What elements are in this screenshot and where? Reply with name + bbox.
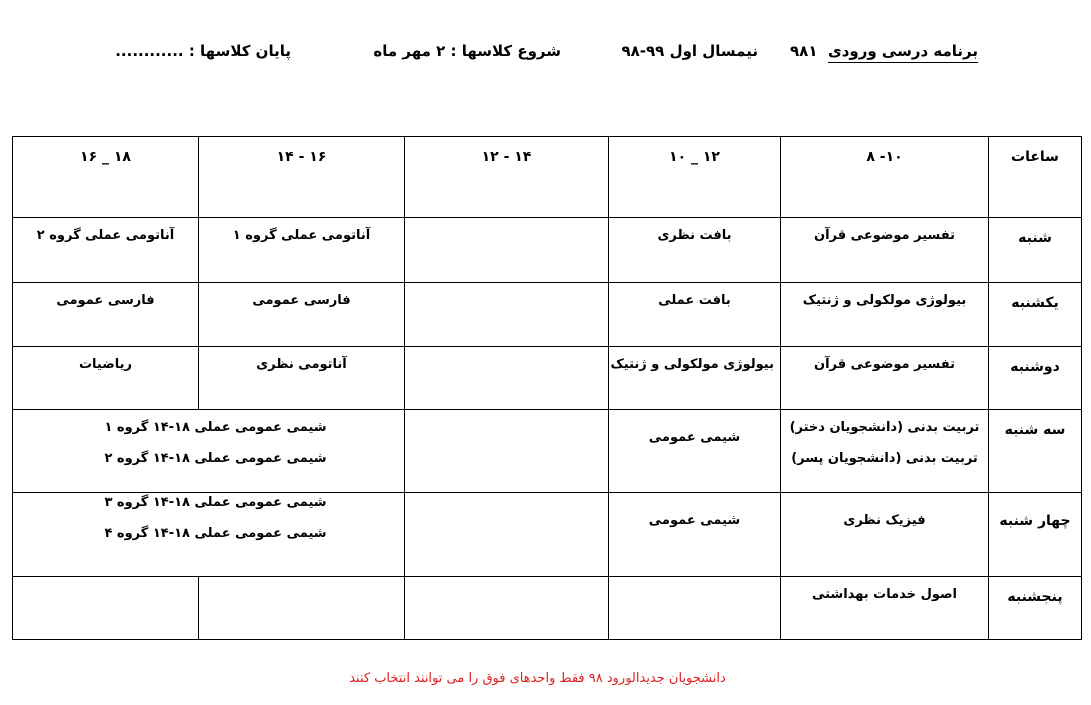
term-label: نیمسال اول ۹۹-۹۸ <box>621 42 758 60</box>
course-cell <box>405 577 609 640</box>
entry-code: ۹۸۱ <box>790 42 818 60</box>
course-line: تربیت بدنی (دانشجویان دختر) <box>789 420 980 435</box>
course-cell <box>405 410 609 493</box>
course-cell: تفسیر موضوعی قرآن <box>781 347 989 410</box>
course-cell: آناتومی عملی گروه ۱ <box>199 218 405 283</box>
title-text: برنامه درسی ورودی <box>828 42 978 63</box>
course-cell <box>199 577 405 640</box>
time-slot-header: ۱۶ - ۱۴ <box>199 137 405 218</box>
course-cell-merged <box>13 493 405 577</box>
course-cell: فارسی عمومی <box>13 283 199 347</box>
time-slot-header: ۱۴ - ۱۲ <box>405 137 609 218</box>
course-cell <box>13 577 199 640</box>
table-row <box>13 577 1082 640</box>
course-cell: ریاضیات <box>13 347 199 410</box>
course-line: شیمی عمومی عملی ۱۸-۱۴ گروه ۴ <box>104 526 327 541</box>
day-cell: شنبه <box>989 218 1082 283</box>
course-cell <box>405 283 609 347</box>
day-cell: چهار شنبه <box>989 493 1082 577</box>
course-cell: شیمی عمومی <box>609 410 781 493</box>
table-header-row <box>13 137 1082 218</box>
course-cell <box>781 410 989 493</box>
course-cell: شیمی عمومی <box>609 493 781 577</box>
course-line: تربیت بدنی (دانشجویان پسر) <box>791 451 978 466</box>
table-row <box>13 493 1082 577</box>
course-cell <box>405 347 609 410</box>
time-slot-header: ۱۰- ۸ <box>781 137 989 218</box>
page-title <box>790 42 978 60</box>
table-row <box>13 218 1082 283</box>
class-start-label: شروع کلاسها : ۲ مهر ماه <box>373 42 561 60</box>
course-cell <box>405 218 609 283</box>
day-cell: پنجشنبه <box>989 577 1082 640</box>
course-cell: بیولوژی مولکولی و ژنتیک <box>609 347 781 410</box>
schedule-table <box>12 136 1082 640</box>
course-cell: بافت نظری <box>609 218 781 283</box>
course-cell: بافت عملی <box>609 283 781 347</box>
day-cell: یکشنبه <box>989 283 1082 347</box>
course-cell <box>609 577 781 640</box>
table-row <box>13 283 1082 347</box>
course-cell <box>405 493 609 577</box>
time-slot-header: ۱۲ _ ۱۰ <box>609 137 781 218</box>
table-row <box>13 347 1082 410</box>
day-cell: سه شنبه <box>989 410 1082 493</box>
course-line: شیمی عمومی عملی ۱۸-۱۴ گروه ۳ <box>104 495 327 510</box>
course-cell: بیولوژی مولکولی و ژنتیک <box>781 283 989 347</box>
day-cell: دوشنبه <box>989 347 1082 410</box>
course-cell: تفسیر موضوعی قرآن <box>781 218 989 283</box>
course-line: شیمی عمومی عملی ۱۸-۱۴ گروه ۱ <box>104 420 327 435</box>
course-cell-merged <box>13 410 405 493</box>
course-cell: فیزیک نظری <box>781 493 989 577</box>
class-end-label: پایان کلاسها : ............ <box>115 42 291 60</box>
time-slot-header: ۱۸ _ ۱۶ <box>13 137 199 218</box>
course-cell: فارسی عمومی <box>199 283 405 347</box>
footer-note: دانشجویان جدیدالورود ۹۸ فقط واحدهای فوق را می توانند انتخاب کنند <box>349 671 726 686</box>
course-cell: آناتومی عملی گروه ۲ <box>13 218 199 283</box>
table-row <box>13 410 1082 493</box>
course-cell: اصول خدمات بهداشتی <box>781 577 989 640</box>
course-line: شیمی عمومی عملی ۱۸-۱۴ گروه ۲ <box>104 451 327 466</box>
hours-header-cell: ساعات <box>989 137 1082 218</box>
course-cell: آناتومی نظری <box>199 347 405 410</box>
